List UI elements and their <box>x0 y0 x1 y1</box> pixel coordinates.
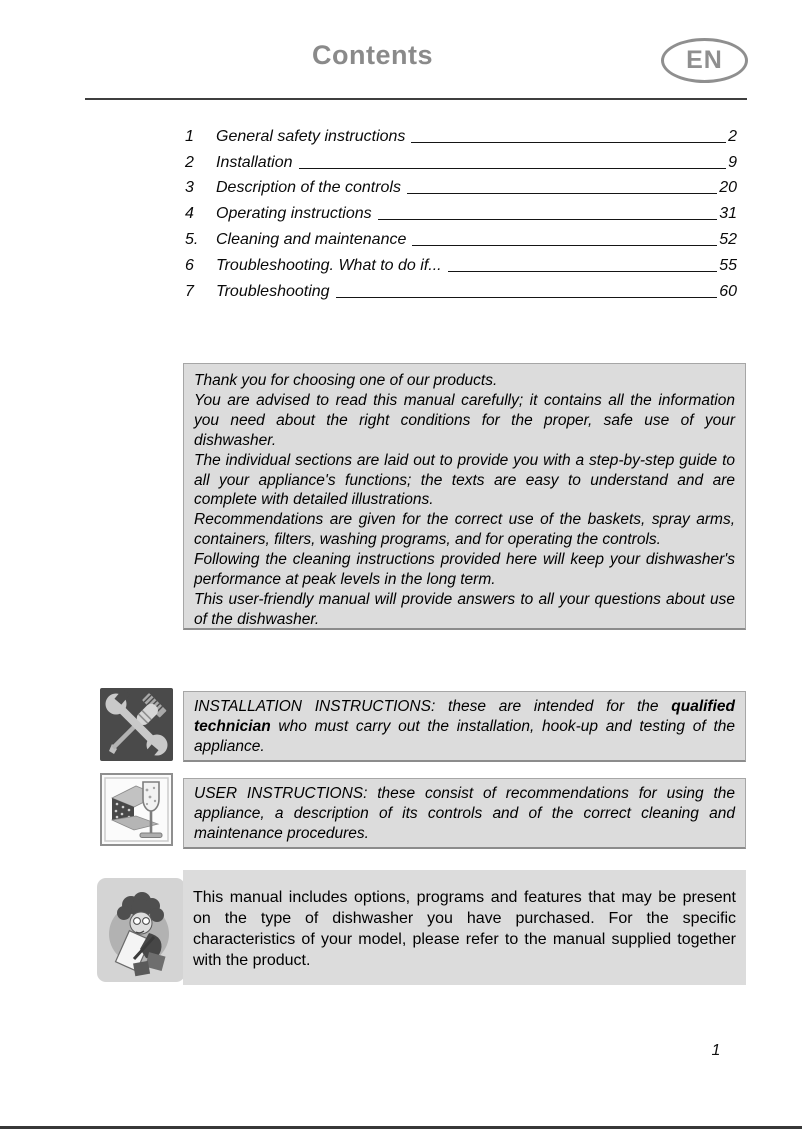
toc-entry-number: 1 <box>185 127 194 145</box>
page-title: Contents <box>312 40 433 70</box>
page-number: 1 <box>711 1042 721 1059</box>
intro-paragraph: Thank you for choosing one of our products. <box>194 372 498 389</box>
title-divider-line <box>85 98 747 100</box>
model-note-text: This manual includes options, programs and features that may be present on the type of dishwasher you have purchased. For the specific characteristics of your model, please refer to the manual supplied together with the product. <box>193 889 736 969</box>
person-writing-icon <box>97 878 185 982</box>
toc-leader-line <box>299 168 727 169</box>
toc-entry <box>185 172 737 198</box>
toc-entry-number: 4 <box>185 205 194 223</box>
user-instructions-box <box>183 778 746 849</box>
toc-leader-line <box>412 245 717 246</box>
language-badge <box>661 38 748 83</box>
toc-leader-line <box>407 193 717 194</box>
toc-entry <box>185 275 737 301</box>
installation-instructions-text <box>194 697 735 757</box>
toc-entry-page: 9 <box>728 153 737 171</box>
toc-entry <box>185 197 737 223</box>
installation-instructions-box <box>183 691 746 762</box>
intro-paragraph: You are advised to read this manual carefully; it contains all the information you need about the right conditions for the proper, safe use of your dishwasher. <box>194 391 735 449</box>
toc-entry-label: Cleaning and maintenance <box>216 230 407 248</box>
toc-entry-page: 20 <box>719 179 737 197</box>
toc-entry <box>185 223 737 249</box>
toc-entry-label: Troubleshooting. What to do if... <box>216 256 442 274</box>
toc-entry-page: 60 <box>719 282 737 300</box>
toc-leader-line <box>411 142 726 143</box>
installation-text-part1: INSTALLATION INSTRUCTIONS: these are intended for the <box>194 698 672 715</box>
toc-entry <box>185 146 737 172</box>
toc-entry <box>185 249 737 275</box>
toc-entry-number: 3 <box>185 179 194 197</box>
toc-entry-page: 2 <box>728 127 737 145</box>
toc-leader-line <box>336 297 718 298</box>
toc-leader-line <box>378 219 718 220</box>
installation-text-part2: who must carry out the installation, hook-up and testing of the appliance. <box>194 718 735 755</box>
toc-leader-line <box>448 271 718 272</box>
tools-icon <box>100 688 173 761</box>
dishwasher-glass-icon <box>100 773 173 846</box>
toc-entry-label: Description of the controls <box>216 179 401 197</box>
toc-entry-number: 2 <box>185 153 194 171</box>
toc-entry-label: General safety instructions <box>216 127 406 145</box>
toc-entry-label: Installation <box>216 153 293 171</box>
user-instructions-text: USER INSTRUCTIONS: these consist of recommendations for using the appliance, a description of its controls and of the correct cleaning and maintenance procedures. <box>194 785 735 842</box>
toc-entry-page: 55 <box>719 256 737 274</box>
intro-paragraph: Recommendations are given for the correct use of the baskets, spray arms, containers, filters, washing programs, and for operating the controls. <box>194 511 735 549</box>
intro-text-box <box>183 363 746 630</box>
toc-entry-label: Troubleshooting <box>216 282 330 300</box>
installation-text-bold: qualified technician <box>194 698 735 735</box>
toc-entry-number: 6 <box>185 256 194 274</box>
intro-paragraph: Following the cleaning instructions provided here will keep your dishwasher's performance at peak levels in the long term. <box>194 551 735 589</box>
model-note-box <box>183 870 746 985</box>
toc-entry-number: 7 <box>185 282 194 300</box>
language-badge-label: EN <box>686 46 723 74</box>
toc-entry-number: 5. <box>185 230 199 248</box>
bottom-border-line <box>0 1126 802 1129</box>
table-of-contents <box>185 120 737 301</box>
toc-entry-page: 52 <box>719 230 737 248</box>
toc-entry-page: 31 <box>719 205 737 223</box>
toc-entry-label: Operating instructions <box>216 205 372 223</box>
intro-paragraph: This user-friendly manual will provide answers to all your questions about use of the dishwasher. <box>194 590 735 628</box>
intro-paragraph: The individual sections are laid out to provide you with a step-by-step guide to all your appliance's functions; the texts are easy to understand and are complete with detailed illustrations. <box>194 451 735 509</box>
toc-entry <box>185 120 737 146</box>
